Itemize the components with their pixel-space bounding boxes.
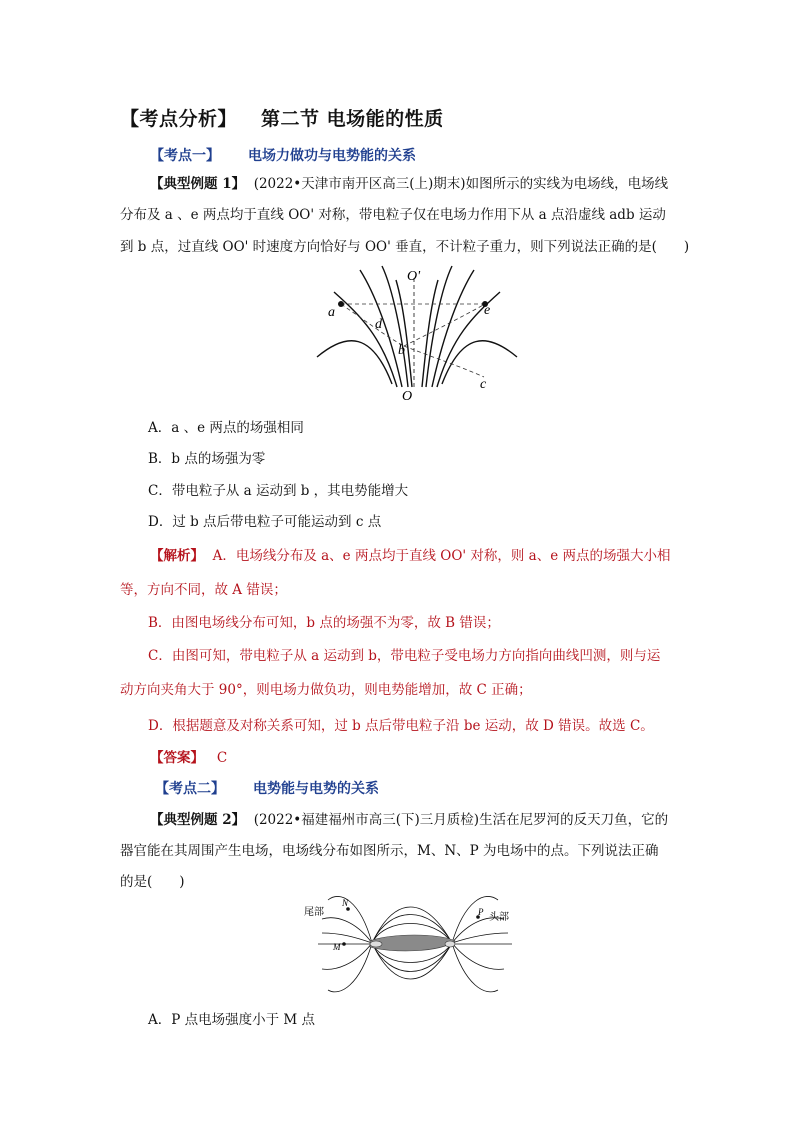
option-d: D．过 b 点后带电粒子可能运动到 c 点 [148,514,382,530]
label-b: b [398,343,405,358]
label-m: M [333,942,341,952]
fish-body [370,935,455,951]
label-tail: 尾部 [304,907,324,918]
example-2-text-1: (2022•福建福州市高三(下)三月质检)生活在尼罗河的反天刀鱼，它的 [253,812,669,828]
example-1-tag: 【典型例题 1】 [150,176,246,192]
field-lines [317,266,517,387]
heading-bracket: 【考点分析】 [120,108,238,130]
example-2-line-1 [150,810,668,830]
option-c: C．带电粒子从 a 运动到 b ，其电势能增大 [148,483,409,499]
key-point-2-tag: 【考点二】 [155,781,225,797]
key-point-1 [150,145,416,165]
fish-tail-pole [370,941,382,947]
point-a [338,301,344,307]
answer-value: C [216,750,228,766]
key-point-2 [155,778,379,798]
example-1-line-2: 分布及 a 、e 两点均于直线 OO' 对称，带电粒子仅在电场力作用下从 a 点沿虚线 adb 运动 [120,207,666,223]
key-point-2-title: 电势能与电势的关系 [253,781,379,797]
fish-field-figure [300,895,520,999]
label-p: P [478,907,484,917]
guide-bc [404,346,484,377]
example-1-line-3: 到 b 点，过直线 OO' 时速度方向恰好与 OO' 垂直，不计粒子重力，则下列说法正确的是( ) [120,239,690,255]
field-lines-figure-1 [312,262,522,406]
analysis-line-b: B．由图电场线分布可知，b 点的场强不为零，故 B 错误； [148,615,500,631]
label-a: a [328,305,335,320]
heading-section: 第二节 电场能的性质 [261,108,444,130]
label-head: 头部 [489,912,509,923]
label-d: d [375,317,382,332]
analysis-line-c2: 动方向夹角大于 90°，则电场力做负功，则电势能增加，故 C 正确； [120,682,532,698]
label-e: e [484,303,491,318]
analysis-text-a1: A．电场线分布及 a、e 两点均于直线 OO' 对称，则 a、e 两点的场强大小相 [212,548,671,564]
fish-head-pole [445,941,455,947]
example-2-option-a: A．P 点电场强度小于 M 点 [148,1012,316,1028]
example-1-line-1 [150,174,668,194]
analysis-line-c1: C．由图可知，带电粒子从 a 运动到 b，带电粒子受电场力方向指向曲线凹测，则与运 [148,648,661,664]
analysis-line-a1 [150,546,671,566]
example-2-line-3: 的是( ) [120,874,185,890]
page-heading [120,104,444,131]
analysis-tag: 【解析】 [150,548,204,564]
label-c: c [480,377,487,392]
option-b: B．b 点的场强为零 [148,451,266,467]
option-a: A．a 、e 两点的场强相同 [148,420,304,436]
label-o: O [402,389,413,404]
label-n: N [342,898,349,908]
key-point-1-title: 电场力做功与电势能的关系 [248,148,416,164]
answer [150,748,227,768]
example-1-text-1: (2022•天津市南开区高三(上)期末)如图所示的实线为电场线，电场线 [253,176,669,192]
answer-tag: 【答案】 [150,750,204,766]
example-2-tag: 【典型例题 2】 [150,812,246,828]
point-m [342,942,346,946]
key-point-1-tag: 【考点一】 [150,148,220,164]
trajectory-adb [341,304,404,346]
analysis-line-a2: 等，方向不同，故 A 错误； [120,582,287,598]
analysis-line-d: D．根据题意及对称关系可知，过 b 点后带电粒子沿 be 运动，故 D 错误。故选 C。 [148,718,654,734]
label-o-prime: O' [407,269,421,284]
example-2-line-2: 器官能在其周围产生电场，电场线分布如图所示，M、N、P 为电场中的点。下列说法正确 [120,843,659,859]
